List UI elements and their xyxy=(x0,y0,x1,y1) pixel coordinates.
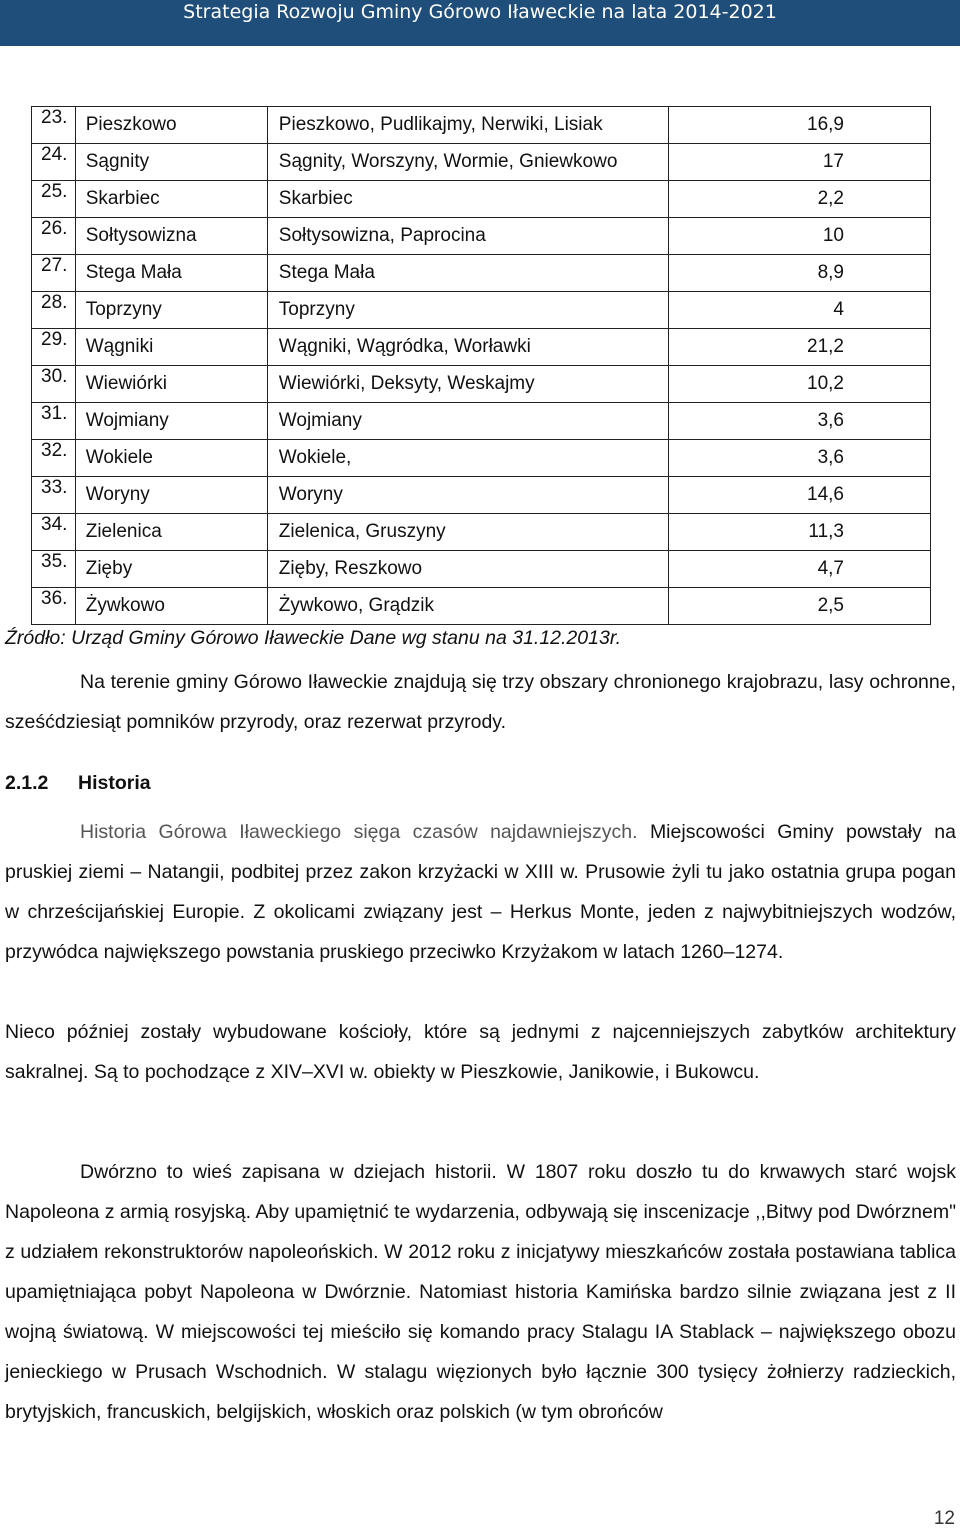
villages-list: Żywkowo, Grądzik xyxy=(267,588,668,625)
row-number-text: 23. xyxy=(41,107,68,128)
row-number-text: 36. xyxy=(41,588,68,609)
row-number xyxy=(32,218,76,255)
villages-list: Wiewiórki, Deksyty, Weskajmy xyxy=(267,366,668,403)
table-row xyxy=(32,255,931,292)
row-number xyxy=(32,588,76,625)
table-row xyxy=(32,107,931,144)
villages-list: Zięby, Reszkowo xyxy=(267,551,668,588)
sołectwo-name: Wągniki xyxy=(75,329,267,366)
section-title: Historia xyxy=(78,772,151,794)
row-number-text: 32. xyxy=(41,440,68,461)
row-number xyxy=(32,107,76,144)
area-value: 14,6 xyxy=(668,477,931,514)
row-number xyxy=(32,440,76,477)
area-value: 4 xyxy=(668,292,931,329)
table-row xyxy=(32,218,931,255)
table-row xyxy=(32,440,931,477)
row-number xyxy=(32,366,76,403)
header-title: Strategia Rozwoju Gminy Górowo Iławeckie na lata 2014-2021 xyxy=(183,1,777,23)
area-value: 2,5 xyxy=(668,588,931,625)
area-value: 21,2 xyxy=(668,329,931,366)
area-value: 10,2 xyxy=(668,366,931,403)
table-row xyxy=(32,366,931,403)
table-row xyxy=(32,181,931,218)
row-number xyxy=(32,403,76,440)
table-row xyxy=(32,403,931,440)
villages-list: Woryny xyxy=(267,477,668,514)
row-number-text: 31. xyxy=(41,403,68,424)
villages-list: Zielenica, Gruszyny xyxy=(267,514,668,551)
history-paragraph-1-rest: Miejscowości Gminy powstały na pruskiej ziemi – Natangii, podbitej przez zakon krzyżacki w XIII w. Prusowie żyli tu jako ostatnia grupa pogan w chrześcijańskiej Europie. Z okolicami związany jest – Herkus Monte, jeden z najwybitniejszych wodzów, przywódca największego powstania pruskiego przeciwko Krzyżakom w latach 1260–1274. xyxy=(5,821,956,963)
row-number-text: 28. xyxy=(41,292,68,313)
row-number xyxy=(32,514,76,551)
table-row xyxy=(32,551,931,588)
area-value: 2,2 xyxy=(668,181,931,218)
villages-table xyxy=(31,106,931,625)
row-number-text: 25. xyxy=(41,181,68,202)
row-number xyxy=(32,551,76,588)
villages-list: Wągniki, Wągródka, Worławki xyxy=(267,329,668,366)
page-number: 12 xyxy=(933,1508,955,1529)
villages-list: Stega Mała xyxy=(267,255,668,292)
table-row xyxy=(32,329,931,366)
area-value: 16,9 xyxy=(668,107,931,144)
history-paragraph-3: Dwórzno to wieś zapisana w dziejach historii. W 1807 roku doszło tu do krwawych starć wojsk Napoleona z armią rosyjską. Aby upamiętnić te wydarzenia, odbywają się inscenizacje ,,Bitwy pod Dwórznem" z udziałem rekonstruktorów napoleońskich. W 2012 roku z inicjatywy mieszkańców została postawiana tablica upamiętniająca pobyt Napoleona w Dwórznie. Natomiast historia Kamińska bardzo silnie związana jest z II wojną światową. W miejscowości tej mieściło się komando pracy Stalagu IA Stablack – największego obozu jenieckiego w Prusach Wschodnich. W stalagu więzionych było łącznie 300 tysięcy żołnierzy radzieckich, brytyjskich, francuskich, belgijskich, włoskich oraz polskich (w tym obrońców xyxy=(5,1161,956,1423)
sołectwo-name: Zielenica xyxy=(75,514,267,551)
villages-list: Sągnity, Worszyny, Wormie, Gniewkowo xyxy=(267,144,668,181)
sołectwo-name: Zięby xyxy=(75,551,267,588)
area-value: 10 xyxy=(668,218,931,255)
row-number-text: 29. xyxy=(41,329,68,350)
villages-list: Skarbiec xyxy=(267,181,668,218)
section-number: 2.1.2 xyxy=(5,772,49,794)
row-number-text: 27. xyxy=(41,255,68,276)
table-row xyxy=(32,477,931,514)
area-value: 11,3 xyxy=(668,514,931,551)
table-row xyxy=(32,144,931,181)
sołectwo-name: Sągnity xyxy=(75,144,267,181)
history-paragraph-1 xyxy=(5,812,956,972)
sołectwo-name: Woryny xyxy=(75,477,267,514)
section-heading xyxy=(5,772,151,795)
history-paragraph-2: Nieco później zostały wybudowane kościoły, które są jednymi z najcenniejszych zabytków architektury sakralnej. Są to pochodzące z XIV–XVI w. obiekty w Pieszkowie, Janikowie, i Bukowcu. xyxy=(5,1021,956,1083)
villages-list: Sołtysowizna, Paprocina xyxy=(267,218,668,255)
sołectwo-name: Skarbiec xyxy=(75,181,267,218)
sołectwo-name: Wojmiany xyxy=(75,403,267,440)
history-paragraph-1-lead: Historia Górowa Iławeckiego sięga czasów najdawniejszych. xyxy=(80,821,638,843)
row-number-text: 35. xyxy=(41,551,68,572)
table-row xyxy=(32,292,931,329)
source-note: Źródło: Urząd Gminy Górowo Iławeckie Dane wg stanu na 31.12.2013r. xyxy=(5,627,622,649)
row-number-text: 33. xyxy=(41,477,68,498)
area-value: 3,6 xyxy=(668,440,931,477)
sołectwo-name: Stega Mała xyxy=(75,255,267,292)
row-number xyxy=(32,477,76,514)
page-header xyxy=(0,0,960,46)
intro-paragraph: Na terenie gminy Górowo Iławeckie znajdują się trzy obszary chronionego krajobrazu, lasy ochronne, sześćdziesiąt pomników przyrody, oraz rezerwat przyrody. xyxy=(5,671,956,733)
row-number-text: 26. xyxy=(41,218,68,239)
row-number xyxy=(32,144,76,181)
sołectwo-name: Toprzyny xyxy=(75,292,267,329)
table-row xyxy=(32,514,931,551)
sołectwo-name: Sołtysowizna xyxy=(75,218,267,255)
row-number xyxy=(32,181,76,218)
row-number-text: 24. xyxy=(41,144,68,165)
area-value: 8,9 xyxy=(668,255,931,292)
area-value: 3,6 xyxy=(668,403,931,440)
table-row xyxy=(32,588,931,625)
area-value: 17 xyxy=(668,144,931,181)
sołectwo-name: Pieszkowo xyxy=(75,107,267,144)
villages-list: Wokiele, xyxy=(267,440,668,477)
sołectwo-name: Wiewiórki xyxy=(75,366,267,403)
area-value: 4,7 xyxy=(668,551,931,588)
sołectwo-name: Żywkowo xyxy=(75,588,267,625)
villages-list: Toprzyny xyxy=(267,292,668,329)
row-number xyxy=(32,292,76,329)
row-number xyxy=(32,255,76,292)
row-number-text: 34. xyxy=(41,514,68,535)
sołectwo-name: Wokiele xyxy=(75,440,267,477)
row-number xyxy=(32,329,76,366)
villages-list: Pieszkowo, Pudlikajmy, Nerwiki, Lisiak xyxy=(267,107,668,144)
villages-list: Wojmiany xyxy=(267,403,668,440)
row-number-text: 30. xyxy=(41,366,68,387)
